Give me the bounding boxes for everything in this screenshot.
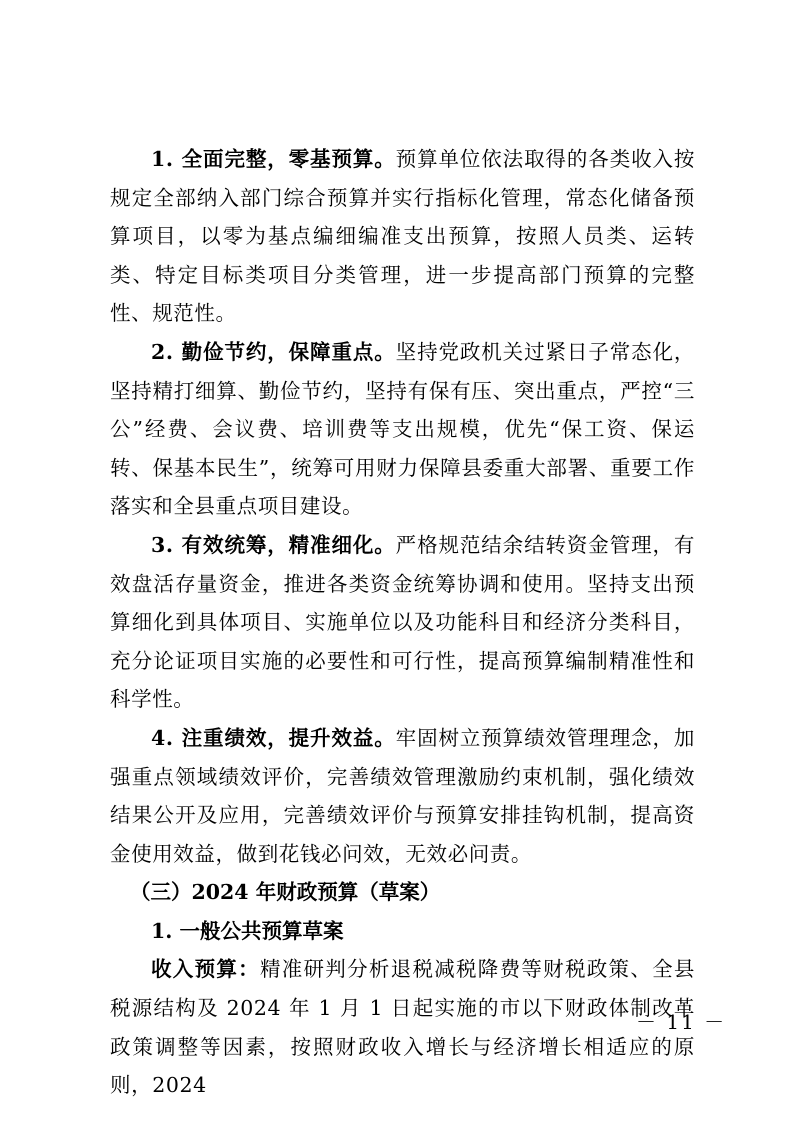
paragraph-4 [110,719,695,873]
paragraph-3-body: 严格规范结余结转资金管理，有效盘活存量资金，推进各类资金统筹协调和使用。坚持支出预算细化到具体项目、实施单位以及功能科目和经济分类科目，充分论证项目实施的必要性和可行性，提高预算编制精准性和科学性。 [110,532,695,712]
paragraph-2 [110,333,695,526]
paragraph-2-heading: 2. 勤俭节约，保障重点。 [151,339,396,364]
income-heading: 收入预算： [151,957,260,982]
income-paragraph [110,950,695,1104]
paragraph-2-body: 坚持党政机关过紧日子常态化，坚持精打细算、勤俭节约，坚持有保有压、突出重点，严控“三公”经费、会议费、培训费等支出规模，优先“保工资、保运转、保基本民生”，统筹可用财力保障县委重大部署、重要工作落实和全县重点项目建设。 [110,339,695,519]
section-title: （三）2024 年财政预算（草案） [130,880,441,905]
income-body: 精准研判分析退税减税降费等财税政策、全县税源结构及 2024 年 1 月 1 日起实施的市以下财政体制改革政策调整等因素，按照财政收入增长与经济增长相适应的原则，2024 [110,957,695,1098]
page-number: － 11 － [636,1010,727,1034]
paragraph-4-body: 牢固树立预算绩效管理理念，加强重点领域绩效评价，完善绩效管理激励约束机制，强化绩效结果公开及应用，完善绩效评价与预算安排挂钩机制，提高资金使用效益，做到花钱必问效，无效必问责。 [110,725,695,866]
subsection-title: 1. 一般公共预算草案 [151,918,344,943]
paragraph-1-body: 预算单位依法取得的各类收入按规定全部纳入部门综合预算并实行指标化管理，常态化储备预算项目，以零为基点编细编准支出预算，按照人员类、运转类、特定目标类项目分类管理，进一步提高部门预算的完整性、规范性。 [110,147,695,326]
paragraph-1-heading: 1. 全面完整，零基预算。 [151,147,396,171]
paragraph-3-heading: 3. 有效统筹，精准细化。 [151,532,396,557]
page-content [110,140,695,1105]
paragraph-4-heading: 4. 注重绩效，提升效益。 [151,725,396,750]
paragraph-1 [110,140,695,333]
paragraph-3 [110,526,695,719]
